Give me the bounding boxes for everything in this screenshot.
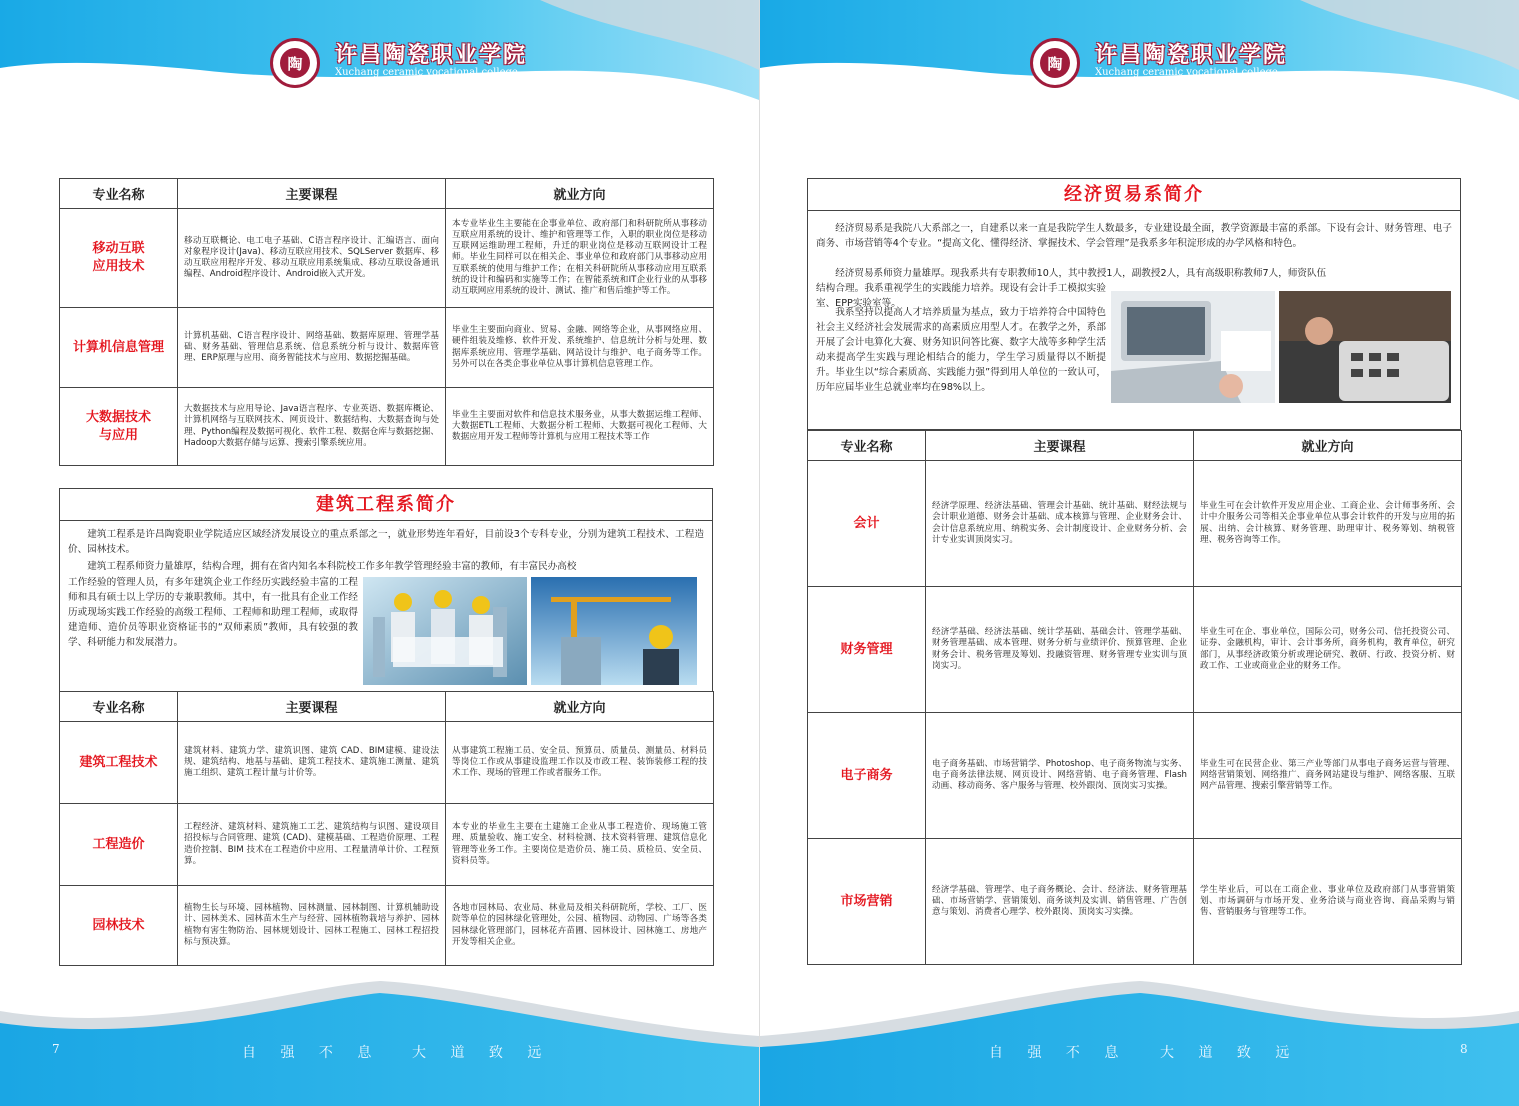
college-name-en: Xuchang ceramic vocational college [335,67,518,78]
table-header-row [808,431,1462,461]
table-row [808,587,1462,713]
major-jobs: 学生毕业后，可以在工商企业、事业单位及政府部门从事营销策划、市场调研与市场开发、业务洽谈与商业咨询、商品采购与销售、营销服务与管理等工作。 [1194,839,1462,965]
economics-title: 经济贸易系简介 [808,179,1460,211]
page-number-right: 8 [1460,1042,1468,1056]
major-courses: 经济学原理、经济法基础、管理会计基础、统计基础、财经法规与会计职业道德、财务会计基础、成本核算与管理、企业财务会计、会计信息系统应用、纳税实务、会计制度设计、企业财务分析、会计专业实训顶岗实习。 [926,461,1194,587]
economics-talent: 我系坚持以提高人才培养质量为基点，致力于培养符合中国特色社会主义经济社会发展需求的高素质应用型人才。在教学之外，系部开展了会计电算化大赛、财务知识问答比赛、数字大战等多种学生活动来提高学生实践与理论相结合的能力，学生学习质量得以不断提升。毕业生以“综合素质高、实践能力强”得到用人单位的一致认可，历年应届毕业生总就业率均在98%以上。 [816,307,1106,393]
major-name: 大数据技术 与应用 [60,388,178,466]
col-header-jobs: 就业方向 [446,692,714,722]
major-name: 市场营销 [808,839,926,965]
table-row [808,713,1462,839]
construction-faculty-line: 建筑工程系师资力量雄厚，结构合理，拥有在省内知名本科院校工作多年教学管理经验丰富的教师，有丰富民办高校 [87,561,577,572]
major-name: 移动互联 应用技术 [60,209,178,308]
motto-right-part: 大 道 致 远 [412,1045,552,1061]
page-number-left: 7 [52,1042,60,1056]
table-row [60,722,714,804]
construction-section [59,488,713,692]
motto-left-part: 自 强 不 息 [989,1045,1129,1061]
table-row [808,839,1462,965]
table-row [60,209,714,308]
economics-majors-table [807,430,1462,965]
economics-section [807,178,1461,430]
construction-majors-table [59,691,714,966]
major-jobs: 毕业生可在会计软件开发应用企业、工商企业、会计师事务所、会计中介服务公司等相关企事业单位从事会计软件的开发与应用的拓展、出纳、会计核算、财务管理、助理审计、税务筹划、纳税管理、税务咨询等工作。 [1194,461,1462,587]
college-logo-icon: 陶 [270,38,320,88]
economics-labs: 结构合理。我系重视学生的实践能力培养。现设有会计手工模拟实验室、EPP实验室等。 [816,283,1106,309]
table-row [60,388,714,466]
calculator-photo [1279,291,1451,403]
economics-intro: 经济贸易系是我院八大系部之一，自建系以来一直是我院学生人数最多，专业建设最全面，教学资源最丰富的系部。下设有会计、财务管理、电子商务、市场营销等4个专业。“提高文化、懂得经济、掌握技术、学会管理”是我系多年积淀形成的办学风格和特色。 [816,223,1452,249]
motto-right-part: 大 道 致 远 [1160,1045,1300,1061]
col-header-courses: 主要课程 [178,179,446,209]
major-jobs: 毕业生主要面向商业、贸易、金融、网络等企业，从事网络应用、硬件组装及维修、软件开发、系统维护、信息统计分析与处理、数据库系统应用、管理学基础、网站设计与维护、电子商务等工作。另外可以在各类企事业单位从事计算机信息管理工作。 [446,308,714,388]
it-majors-table [59,178,714,466]
college-name-en: Xuchang ceramic vocational college [1095,67,1278,78]
table-header-row [60,179,714,209]
major-name: 电子商务 [808,713,926,839]
major-name: 建筑工程技术 [60,722,178,804]
major-courses: 大数据技术与应用导论、Java语言程序、专业英语、数据库概论、计算机网络与互联网技术、网页设计、数据结构、大数据查询与处理、Python编程及数据可视化、软件工程、数据仓库与数据挖掘、Hadoop大数据存储与运算、搜索引擎系统应用。 [178,388,446,466]
major-courses: 工程经济、建筑材料、建筑施工工艺、建筑结构与识图、建设项目招投标与合同管理、建筑 (CAD)、建模基础、工程造价原理、工程造价控制、BIM 技术在工程造价中应用、工程量清单计价、工程预算。 [178,804,446,886]
college-name: 许昌陶瓷职业学院 [1095,42,1288,68]
left-page [0,0,759,1106]
major-courses: 电子商务基础、市场营销学、Photoshop、电子商务物流与实务、电子商务法律法规、网页设计、网络营销、电子商务管理、Flash 动画、移动商务、客户服务与管理、校外跟岗、顶岗实习实操。 [926,713,1194,839]
major-name: 计算机信息管理 [60,308,178,388]
col-header-name: 专业名称 [808,431,926,461]
major-name: 财务管理 [808,587,926,713]
construction-intro: 建筑工程系是许昌陶瓷职业学院适应区域经济发展设立的重点系部之一，就业形势连年看好，目前设3个专科专业，分别为建筑工程技术、工程造价、园林技术。 [68,529,704,555]
major-name: 园林技术 [60,886,178,966]
laptop-desk-photo [1111,291,1275,403]
col-header-courses: 主要课程 [178,692,446,722]
major-jobs: 毕业生主要面对软件和信息技术服务业，从事大数据运维工程师、大数据ETL工程师、大数据分析工程师、大数据可视化工程师、大数据应用开发工程师等计算机与应用工程技术等工作 [446,388,714,466]
major-jobs: 各地市园林局、农业局、林业局及相关科研院所，学校、工厂、医院等单位的园林绿化管理处，公园、植物园、动物园、广场等各类园林绿化管理部门，园林花卉苗圃、园林设计、园林施工、房地产开发等相关企业。 [446,886,714,966]
major-name: 会计 [808,461,926,587]
table-row [60,804,714,886]
table-header-row [60,692,714,722]
engineers-photo [363,577,527,685]
major-jobs: 毕业生可在民营企业、第三产业等部门从事电子商务运营与管理、网络营销策划、网络推广、商务网站建设与维护、网络客服、互联网产品管理、搜索引擎营销等工作。 [1194,713,1462,839]
major-courses: 计算机基础、C语言程序设计、网络基础、数据库原理、管理学基础、财务基础、管理信息系统、信息系统分析与设计、数据库管理、ERP原理与应用、商务智能技术与应用、数据挖掘基础。 [178,308,446,388]
motto-left-part: 自 强 不 息 [242,1045,382,1061]
economics-faculty-line: 经济贸易系师资力量雄厚。现我系共有专职教师10人，其中教授1人，副教授2人，具有高级职称教师7人，师资队伍 [835,268,1327,279]
major-courses: 移动互联概论、电工电子基础、C语言程序设计、汇编语言、面向对象程序设计(Java)、移动互联应用技术、SQLServer 数据库、移动互联应用程序开发、移动互联应用系统集成、移动互联设备通讯编程、Android程序设计、Android嵌入式开发。 [178,209,446,308]
major-courses: 植物生长与环境、园林植物、园林测量、园林制图、计算机辅助设计、园林美术、园林苗木生产与经营、园林植物栽培与养护、园林植物有害生物防治、园林规划设计、园林工程施工、园林工程招投标与预决算。 [178,886,446,966]
col-header-jobs: 就业方向 [446,179,714,209]
major-courses: 经济学基础、经济法基础、统计学基础、基础会计、管理学基础、财务管理基础、成本管理、财务分析与业绩评价、预算管理、企业财务会计、税务管理及筹划、投融资管理、财务管理专业实训与顶岗实习。 [926,587,1194,713]
crane-photo [531,577,697,685]
major-jobs: 本专业毕业生主要能在企事业单位、政府部门和科研院所从事移动互联应用系统的设计、维护和管理等工作，入职的职业岗位是移动互联网运维助理工程师，升迁的职业岗位是移动互联网设计工程师。毕业生同样可以在相关企、事业单位和政府部门从事移动应用互联系统的使用与维护工作；在相关科研院所从事移动应用互联系统的设计和编码和实施等工作；在智能系统和IT企业行业的从事移动互联网应用系统的设计、测试、推广和售后维护等工作。 [446,209,714,308]
table-row [60,308,714,388]
footer-wave-decoration [760,981,1519,1106]
col-header-name: 专业名称 [60,179,178,209]
right-page [760,0,1519,1106]
major-jobs: 从事建筑工程施工员、安全员、预算员、质量员、测量员、材料员等岗位工作或从事建设监理工作以及市政工程、装饰装修工程的技术工作、现场的管理工作或者服务工作。 [446,722,714,804]
col-header-name: 专业名称 [60,692,178,722]
major-jobs: 毕业生可在企、事业单位，国际公司，财务公司、信托投资公司、证券、金融机构，审计、会计事务所，商务机构，教育单位，研究部门，从事经济政策分析或理论研究、教研、行政、投资分析、财政工作、工业或商业企业的财务工作。 [1194,587,1462,713]
col-header-jobs: 就业方向 [1194,431,1462,461]
college-name: 许昌陶瓷职业学院 [335,42,528,68]
major-courses: 建筑材料、建筑力学、建筑识图、建筑 CAD、BIM建模、建设法规、建筑结构、地基与基础、建筑工程技术、建筑施工测量、建筑施工组织、建筑工程计量与计价等。 [178,722,446,804]
table-row [808,461,1462,587]
major-jobs: 本专业的毕业生主要在土建施工企业从事工程造价、现场施工管理、质量验收、施工安全、材料检测、技术资料管理、建筑信息化管理等业务工作。主要岗位是造价员、施工员、质检员、安全员、资料员等。 [446,804,714,886]
col-header-courses: 主要课程 [926,431,1194,461]
major-name: 工程造价 [60,804,178,886]
major-courses: 经济学基础、管理学、电子商务概论、会计、经济法、财务管理基础、市场营销学、营销策划、商务谈判及实训、销售管理、广告创意与策划、消费者心理学、校外跟岗、顶岗实习实操。 [926,839,1194,965]
college-logo-icon: 陶 [1030,38,1080,88]
table-row [60,886,714,966]
construction-title: 建筑工程系简介 [60,489,712,521]
construction-faculty: 工作经验的管理人员，有多年建筑企业工作经历实践经验丰富的工程师和具有硕士以上学历的专兼职教师。其中，有一批具有企业工作经历或现场实践工作经验的高级工程师、工程师和助理工程师，或取得建造师、造价员等职业资格证书的“双师素质”教师，具有较强的教学、科研能力和发展潜力。 [68,577,358,648]
